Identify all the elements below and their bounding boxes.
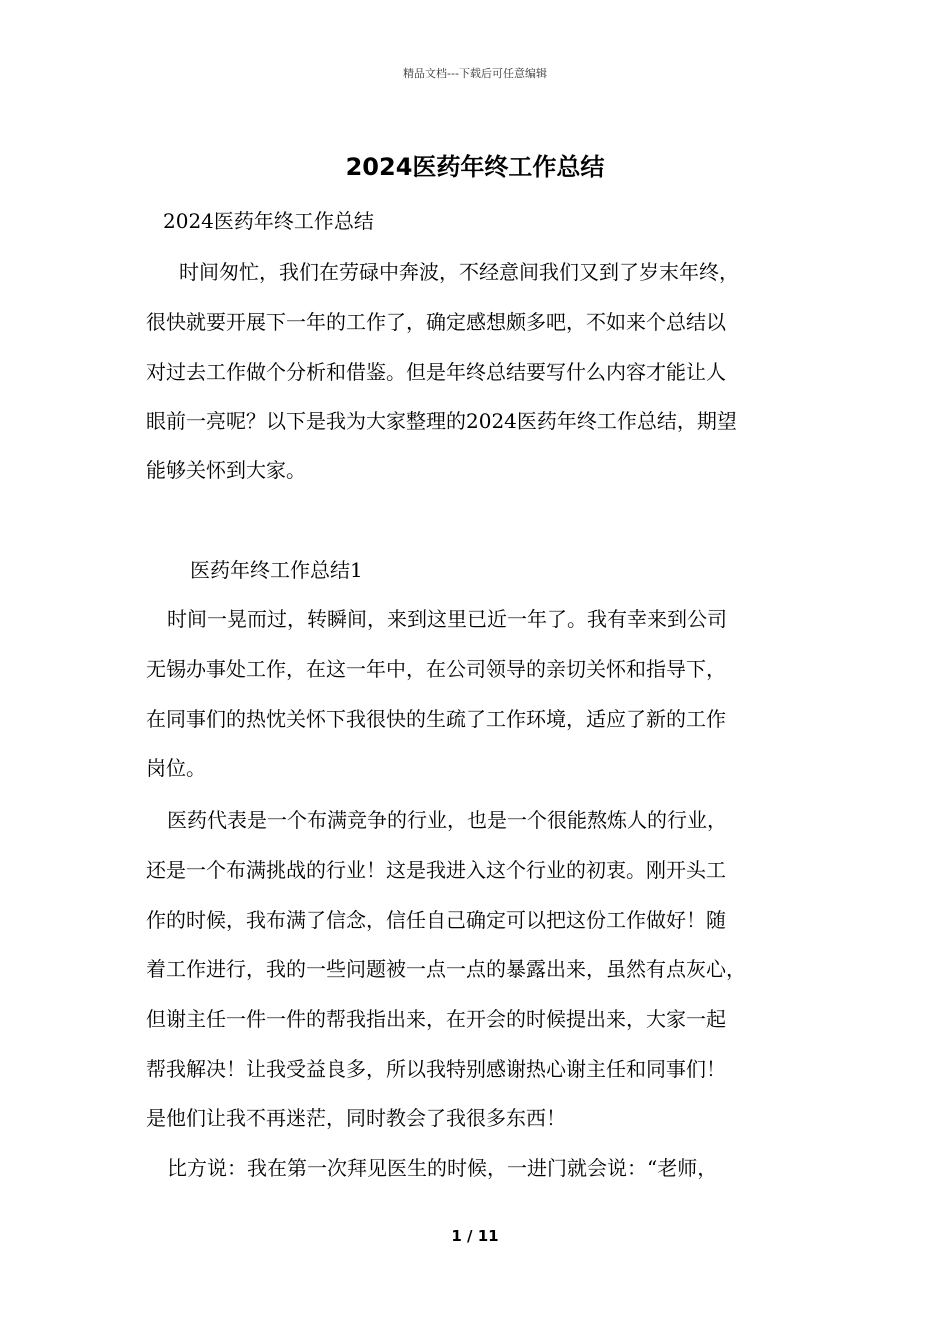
- paragraph-line: 能够关怀到大家。: [146, 458, 306, 482]
- paragraph-line: 对过去工作做个分析和借鉴。但是年终总结要写什么内容才能让人: [146, 360, 726, 384]
- paragraph-line: 着工作进行，我的一些问题被一点一点的暴露出来，虽然有点灰心，: [146, 957, 746, 981]
- paragraph-line: 无锡办事处工作，在这一年中，在公司领导的亲切关怀和指导下，: [146, 657, 726, 681]
- paragraph-line: 医药代表是一个布满竞争的行业，也是一个很能熬炼人的行业，: [167, 808, 727, 832]
- subtitle-line: 2024医药年终工作总结: [163, 209, 374, 233]
- page-header: 精品文档---下载后可任意编辑: [403, 67, 547, 80]
- paragraph-line: 比方说：我在第一次拜见医生的时候，一进门就会说：“老师，: [167, 1156, 718, 1180]
- paragraph-line: 是他们让我不再迷茫，同时教会了我很多东西！: [146, 1106, 566, 1130]
- paragraph-line: 很快就要开展下一年的工作了，确定感想颇多吧，不如来个总结以: [146, 310, 726, 334]
- paragraph-line: 时间匆忙，我们在劳碌中奔波，不经意间我们又到了岁末年终，: [179, 260, 739, 284]
- paragraph-line: 时间一晃而过，转瞬间，来到这里已近一年了。我有幸来到公司: [167, 607, 727, 631]
- paragraph-line: 岗位。: [146, 756, 206, 780]
- document-title: 2024医药年终工作总结: [345, 153, 605, 181]
- paragraph-line: 眼前一亮呢？以下是我为大家整理的2024医药年终工作总结，期望: [146, 409, 737, 433]
- section-heading: 医药年终工作总结1: [190, 558, 363, 582]
- paragraph-line: 作的时候，我布满了信念，信任自己确定可以把这份工作做好！随: [146, 908, 726, 932]
- paragraph-line: 帮我解决！让我受益良多，所以我特别感谢热心谢主任和同事们！: [146, 1057, 726, 1081]
- paragraph-line: 但谢主任一件一件的帮我指出来，在开会的时候提出来，大家一起: [146, 1007, 726, 1031]
- paragraph-line: 在同事们的热忱关怀下我很快的生疏了工作环境，适应了新的工作: [146, 707, 726, 731]
- paragraph-line: 还是一个布满挑战的行业！这是我进入这个行业的初衷。刚开头工: [146, 858, 726, 882]
- page-number: 1 / 11: [451, 1227, 499, 1245]
